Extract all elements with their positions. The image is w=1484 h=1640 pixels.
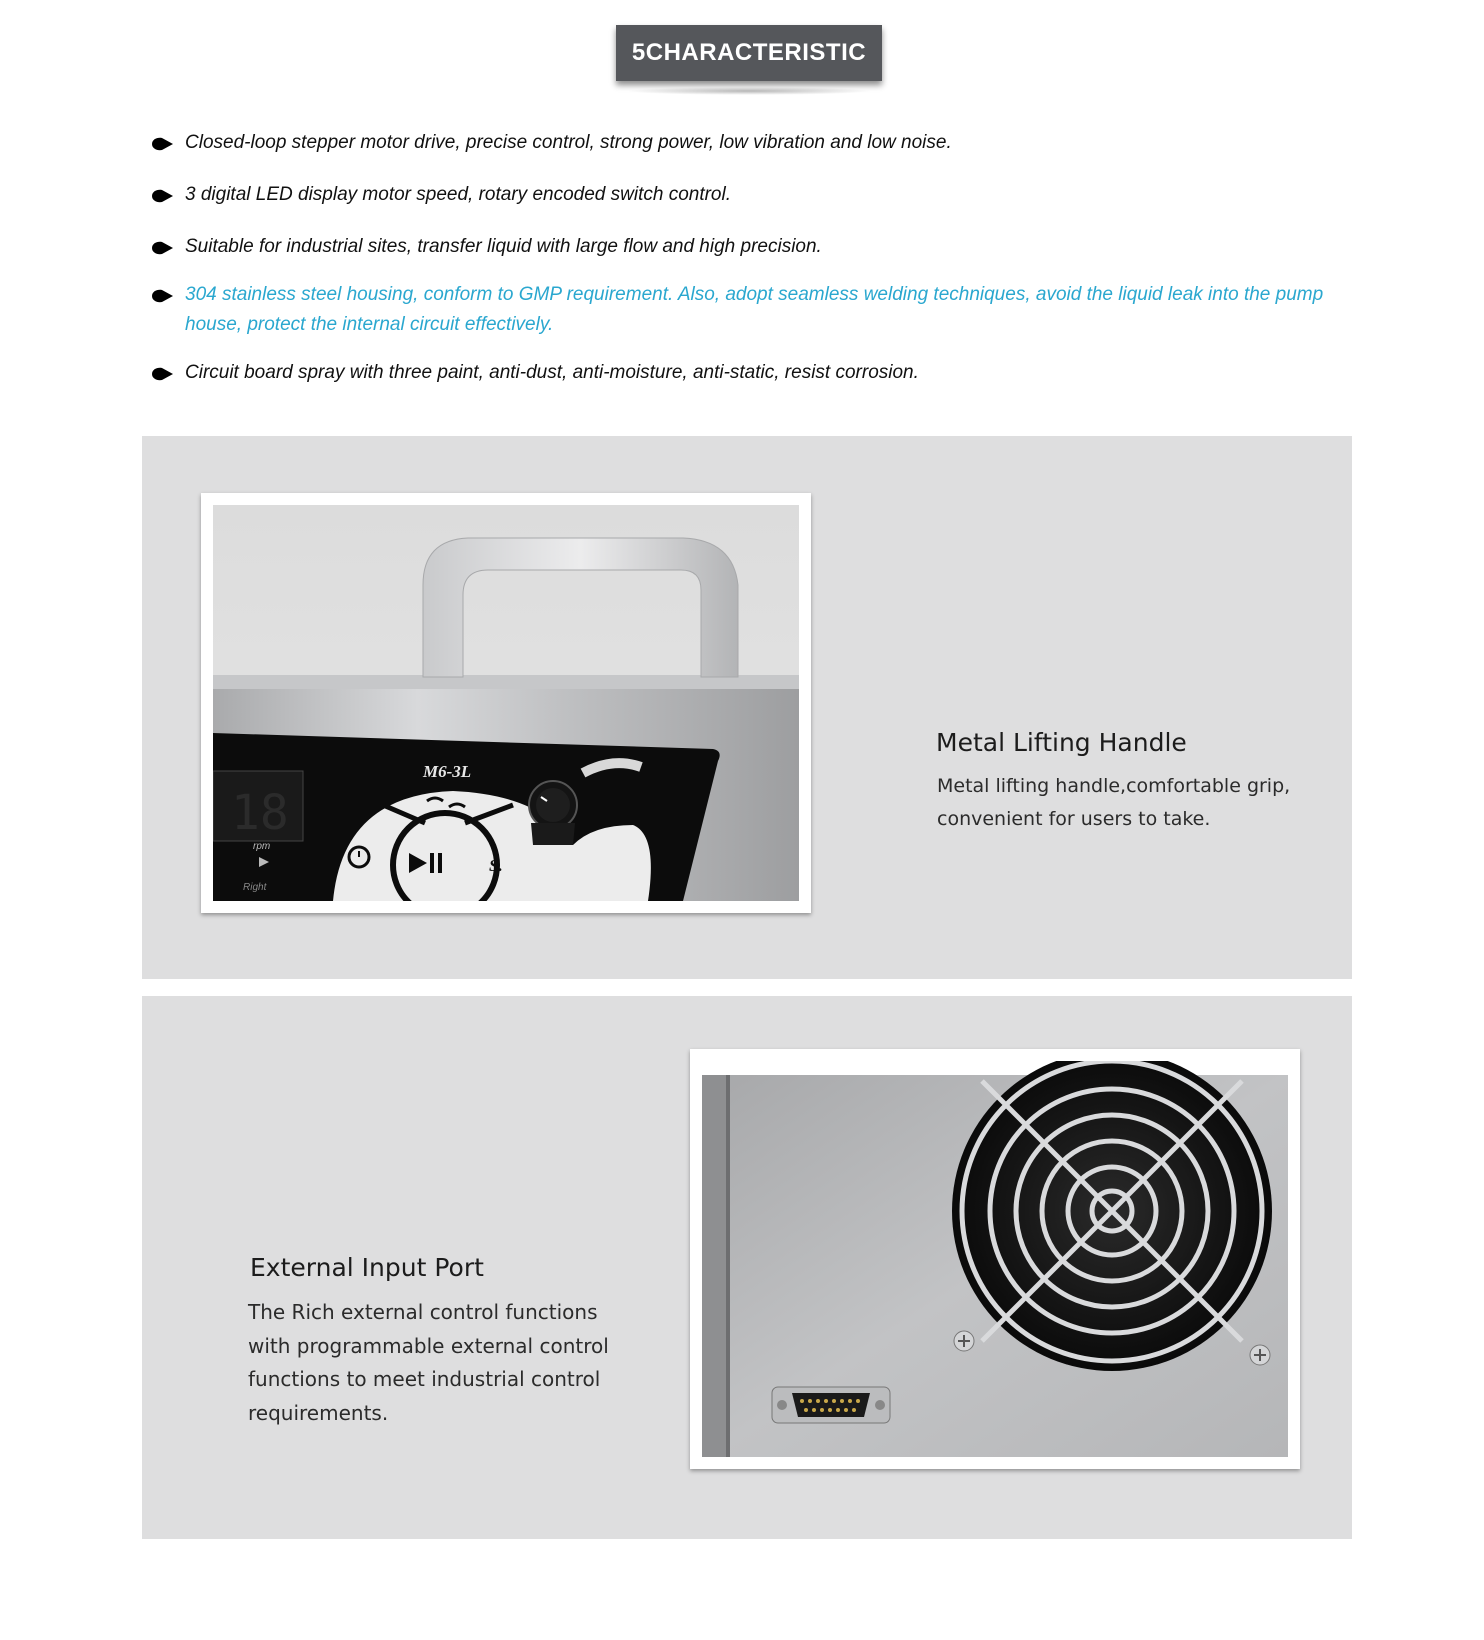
characteristic-badge: [616, 25, 882, 81]
bullet-icon: [150, 241, 174, 255]
handle-illustration: [213, 505, 799, 901]
feature-item: [150, 128, 952, 158]
feature-text: Suitable for industrial sites, transfer liquid with large flow and high precision.: [185, 236, 822, 257]
feature-text: Closed-loop stepper motor drive, precise control, strong power, low vibration and low noise.: [185, 132, 952, 153]
feature-item: [150, 358, 919, 388]
feature-text: 304 stainless steel housing, conform to GMP requirement. Also, adopt seamless welding techniques, avoid the liquid leak into the pump house, protect the internal circuit effectively.: [185, 284, 1324, 335]
photo-frame: [201, 493, 811, 913]
bullet-icon: [150, 137, 174, 151]
section-header: [616, 25, 882, 95]
s-button-label: S.: [489, 856, 503, 875]
panel-title: Metal Lifting Handle: [936, 728, 1187, 757]
panel-description: The Rich external control functions with programmable external control functions to meet industrial control requirements.: [248, 1300, 609, 1425]
feature-item: [150, 180, 731, 210]
panel-description: Metal lifting handle,comfortable grip, convenient for users to take.: [937, 775, 1291, 830]
rpm-label: rpm: [253, 841, 271, 852]
direction-label: Right: [243, 882, 267, 893]
photo-frame: [690, 1049, 1300, 1469]
feature-text: 3 digital LED display motor speed, rotary encoded switch control.: [185, 184, 731, 205]
feature-text: Circuit board spray with three paint, anti-dust, anti-moisture, anti-static, resist corrosion.: [185, 362, 919, 383]
svg-text:18: 18: [231, 785, 289, 841]
port-illustration: [702, 1061, 1288, 1457]
panel-external-input-port: [142, 996, 1352, 1539]
feature-item-highlighted: [150, 280, 1380, 340]
feature-item: [150, 232, 822, 262]
bullet-icon: [150, 367, 174, 381]
bullet-icon: [150, 289, 174, 303]
badge-label: 5CHARACTERISTIC: [631, 39, 867, 66]
handle-photo: [213, 505, 799, 901]
panel-title: External Input Port: [250, 1253, 484, 1282]
bullet-icon: [150, 189, 174, 203]
badge-shadow: [626, 87, 872, 95]
panel-lifting-handle: [142, 436, 1352, 979]
model-label: M6-3L: [423, 762, 472, 781]
port-photo: [702, 1061, 1288, 1457]
